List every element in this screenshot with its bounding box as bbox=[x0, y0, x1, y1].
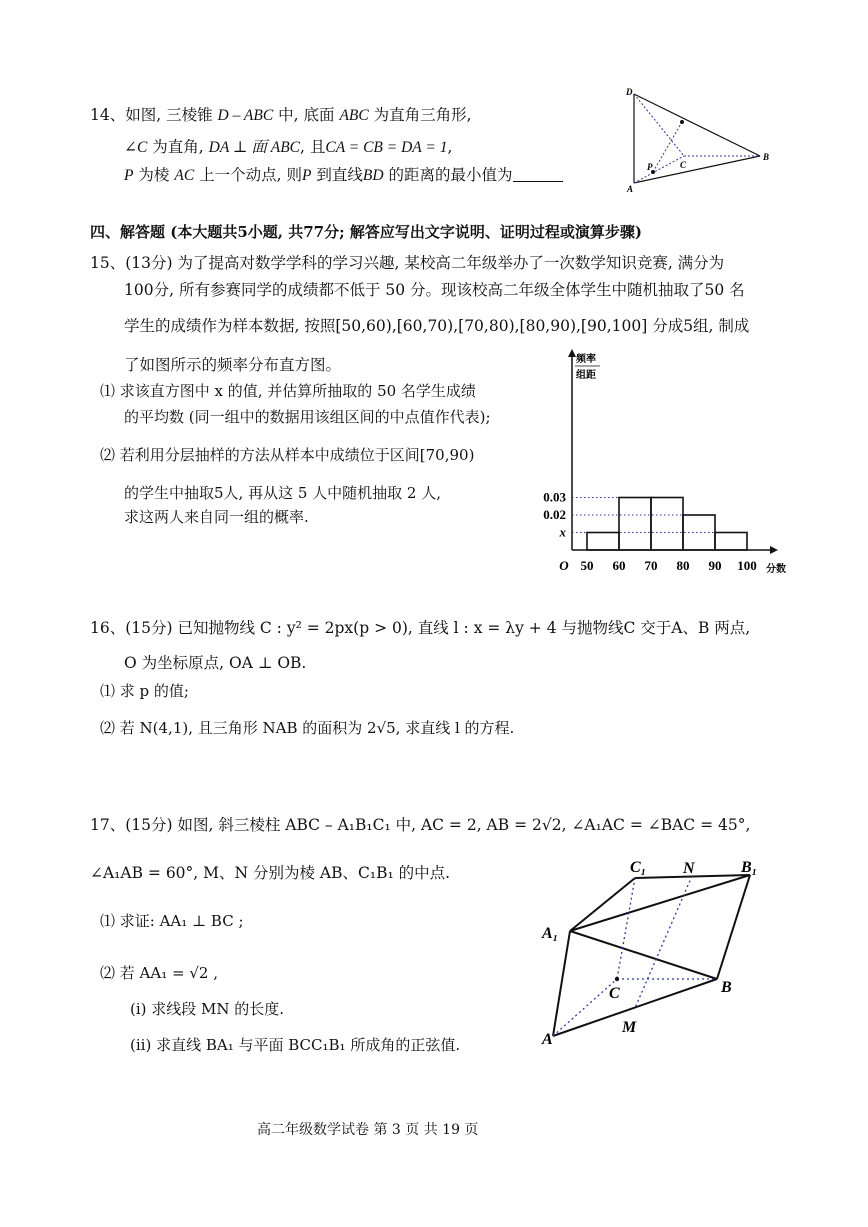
x-tick-label: 80 bbox=[676, 558, 690, 573]
origin-label: O bbox=[559, 558, 569, 573]
q15-part1-a: ⑴ 求该直方图中 x 的值, 并估算所抽取的 50 名学生成绩 bbox=[100, 382, 476, 400]
x-axis-arrow bbox=[770, 546, 778, 554]
x-tick-label: 100 bbox=[737, 558, 757, 573]
q15-line1: 15、(13分) 为了提高对数学学科的学习兴趣, 某校高二年级举办了一次数学知识竞赛, 满分为 bbox=[90, 254, 725, 272]
vertex-A: A bbox=[542, 1031, 553, 1048]
vertex-C1: C₁ bbox=[630, 859, 647, 876]
x-tick-label: 60 bbox=[612, 558, 626, 573]
q17-line2: ∠A₁AB = 60°, M、N 分别为棱 AB、C₁B₁ 的中点. bbox=[90, 864, 451, 882]
frequency-histogram bbox=[530, 345, 800, 575]
q16-line1: 16、(15分) 已知抛物线 C : y² = 2px(p > 0), 直线 l : x = λy + 4 与抛物线C 交于A、B 两点, bbox=[90, 619, 751, 637]
q15-part2-b: 的学生中抽取5人, 再从这 5 人中随机抽取 2 人, bbox=[124, 484, 442, 502]
vertex-B: B bbox=[721, 979, 732, 996]
q15-line2: 100分, 所有参赛同学的成绩都不低于 50 分。现该校高二年级全体学生中随机抽取了50 名 bbox=[124, 281, 745, 299]
histogram-bar bbox=[619, 498, 651, 551]
q14-line2: ∠C 为直角, DA ⊥ 面 ABC, 且CA = CB = DA = 1, bbox=[124, 138, 453, 156]
q17-part2-ii: (ⅱ) 求直线 BA₁ 与平面 BCC₁B₁ 所成角的正弦值. bbox=[130, 1036, 461, 1054]
vertex-C: C bbox=[609, 985, 620, 1002]
point-P: P bbox=[647, 162, 653, 172]
histogram-bar bbox=[683, 515, 715, 550]
q15-line3: 学生的成绩作为样本数据, 按照[50,60),[60,70),[70,80),[80,90),[90,100] 分成5组, 制成 bbox=[124, 317, 750, 335]
y-tick-label: x bbox=[559, 524, 566, 540]
q16-part2: ⑵ 若 N(4,1), 且三角形 NAB 的面积为 2√5, 求直线 l 的方程. bbox=[100, 719, 515, 737]
vertex-D: D bbox=[626, 87, 633, 97]
q14-line1: 14、如图, 三棱锥 D – ABC 中, 底面 ABC 为直角三角形, bbox=[90, 106, 472, 124]
q17-prism-figure bbox=[520, 848, 780, 1058]
y-tick-label: 0.02 bbox=[543, 507, 566, 522]
q15-part2-c: 求这两人来自同一组的概率. bbox=[124, 508, 309, 526]
q17-part2: ⑵ 若 AA₁ = √2 , bbox=[100, 964, 218, 982]
vertex-B1: B₁ bbox=[741, 859, 758, 876]
y-axis-label-top: 频率 bbox=[576, 354, 596, 365]
q17-line1: 17、(15分) 如图, 斜三棱柱 ABC – A₁B₁C₁ 中, AC = 2, AB = 2√2, ∠A₁AC = ∠BAC = 45°, bbox=[90, 816, 751, 834]
q17-part1: ⑴ 求证: AA₁ ⊥ BC ; bbox=[100, 912, 244, 930]
y-axis-arrow bbox=[568, 349, 576, 357]
q14-figure bbox=[620, 84, 780, 194]
point-M: M bbox=[622, 1019, 637, 1036]
q16-part1: ⑴ 求 p 的值; bbox=[100, 682, 189, 700]
x-tick-label: 90 bbox=[708, 558, 722, 573]
answer-blank bbox=[513, 181, 563, 182]
vertex-A: A bbox=[627, 184, 634, 194]
q17-part2-i: (ⅰ) 求线段 MN 的长度. bbox=[130, 1000, 285, 1018]
histogram-bar bbox=[587, 533, 619, 551]
q15-part1-b: 的平均数 (同一组中的数据用该组区间的中点值作代表); bbox=[124, 408, 491, 426]
q14-line3: P 为棱 AC 上一个动点, 则P 到直线BD 的距离的最小值为 bbox=[124, 168, 563, 184]
q15-part2-a: ⑵ 若利用分层抽样的方法从样本中成绩位于区间[70,90) bbox=[100, 446, 475, 464]
q16-line2: O 为坐标原点, OA ⊥ OB. bbox=[124, 654, 307, 672]
histogram-bar bbox=[715, 533, 747, 551]
y-tick-label: 0.03 bbox=[543, 489, 566, 505]
q15-line4: 了如图所示的频率分布直方图。 bbox=[124, 356, 342, 374]
vertex-B: B bbox=[763, 152, 770, 162]
histogram-bar bbox=[651, 498, 683, 551]
y-axis-label-bottom: 组距 bbox=[576, 370, 596, 381]
page-footer: 高二年级数学试卷 第 3 页 共 19 页 bbox=[257, 1122, 479, 1138]
x-tick-label: 70 bbox=[644, 558, 658, 573]
section-heading: 四、解答题 (本大题共5小题, 共77分; 解答应写出文字说明、证明过程或演算步骤) bbox=[90, 223, 642, 241]
vertex-A1: A₁ bbox=[542, 925, 559, 942]
x-tick-label: 50 bbox=[580, 558, 594, 573]
point-N: N bbox=[683, 860, 695, 877]
x-axis-label: 分数 bbox=[766, 564, 786, 575]
vertex-C: C bbox=[680, 160, 687, 170]
